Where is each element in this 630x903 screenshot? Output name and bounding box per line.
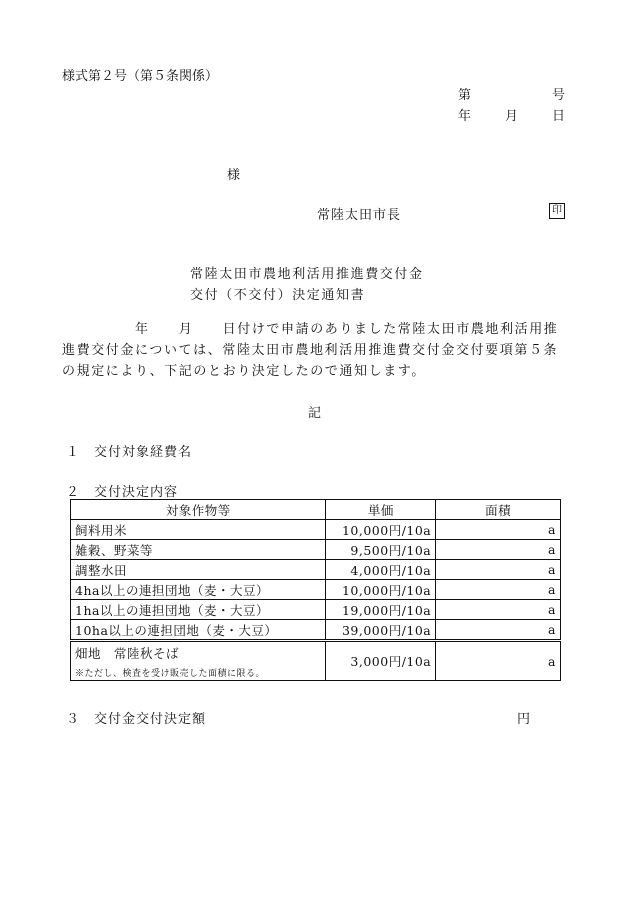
- section-2-heading: ２ 交付決定内容: [66, 485, 179, 500]
- form-label: 様式第２号（第５条関係）: [62, 69, 219, 84]
- table-row-soba: [71, 641, 561, 681]
- date-month: 月: [505, 109, 519, 124]
- title-line-1: 常陸太田市農地利活用推進費交付金: [190, 267, 424, 282]
- soba-note: ※ただし、検査を受け販売した面積に限る。: [75, 668, 266, 679]
- cell-crop: 調整水田: [71, 560, 326, 580]
- cell-crop: 4ha以上の連担団地（麦・大豆）: [71, 580, 326, 600]
- decision-table: [70, 499, 561, 681]
- table-row: [71, 620, 561, 641]
- header-price: 単価: [326, 500, 436, 520]
- cell-area-unit: a: [436, 540, 561, 560]
- header-area: 面積: [436, 500, 561, 520]
- ki-heading: 記: [308, 406, 322, 421]
- cell-area-unit: a: [436, 641, 561, 681]
- cell-crop: 雑穀、野菜等: [71, 540, 326, 560]
- cell-crop-soba: [71, 641, 326, 681]
- cell-crop: 10ha以上の連担団地（麦・大豆）: [71, 620, 326, 641]
- section-3-heading: ３ 交付金交付決定額: [66, 712, 207, 727]
- table-row: [71, 580, 561, 600]
- cell-price: 19,000円/10a: [326, 600, 436, 620]
- cell-area-unit: a: [436, 560, 561, 580]
- cell-area-unit: a: [436, 620, 561, 641]
- cell-crop: 飼料用米: [71, 520, 326, 540]
- date-day: 日: [552, 109, 566, 124]
- table-row: [71, 540, 561, 560]
- cell-price: 9,500円/10a: [326, 540, 436, 560]
- table-row: [71, 600, 561, 620]
- addressee-suffix: 様: [227, 168, 241, 183]
- header-crop: 対象作物等: [71, 500, 326, 520]
- cell-price: 10,000円/10a: [326, 520, 436, 540]
- soba-crop-label: 畑地 常陸秋そば: [75, 645, 180, 661]
- table-row: [71, 520, 561, 540]
- cell-area-unit: a: [436, 600, 561, 620]
- cell-area-unit: a: [436, 520, 561, 540]
- issuer: 常陸太田市長: [317, 208, 402, 223]
- cell-price: 10,000円/10a: [326, 580, 436, 600]
- cell-price: 4,000円/10a: [326, 560, 436, 580]
- number-prefix: 第: [458, 88, 472, 103]
- title-line-2: 交付（不交付）決定通知書: [190, 288, 366, 303]
- table-header-row: [71, 500, 561, 520]
- cell-crop: 1ha以上の連担団地（麦・大豆）: [71, 600, 326, 620]
- cell-area-unit: a: [436, 580, 561, 600]
- number-suffix: 号: [552, 88, 566, 103]
- body-paragraph: 年 月 日付けで申請のありました常陸太田市農地利活用推進費交付金については、常陸太田市農地利活用推進費交付金交付要項第５条の規定により、下記のとおり決定したので通知します。: [62, 322, 559, 379]
- date-year: 年: [458, 109, 472, 124]
- table-row: [71, 560, 561, 580]
- yen-unit: 円: [517, 712, 531, 727]
- cell-price: 39,000円/10a: [326, 620, 436, 641]
- cell-price: 3,000円/10a: [326, 641, 436, 681]
- seal-mark: 印: [549, 203, 565, 219]
- section-1-heading: １ 交付対象経費名: [66, 445, 193, 460]
